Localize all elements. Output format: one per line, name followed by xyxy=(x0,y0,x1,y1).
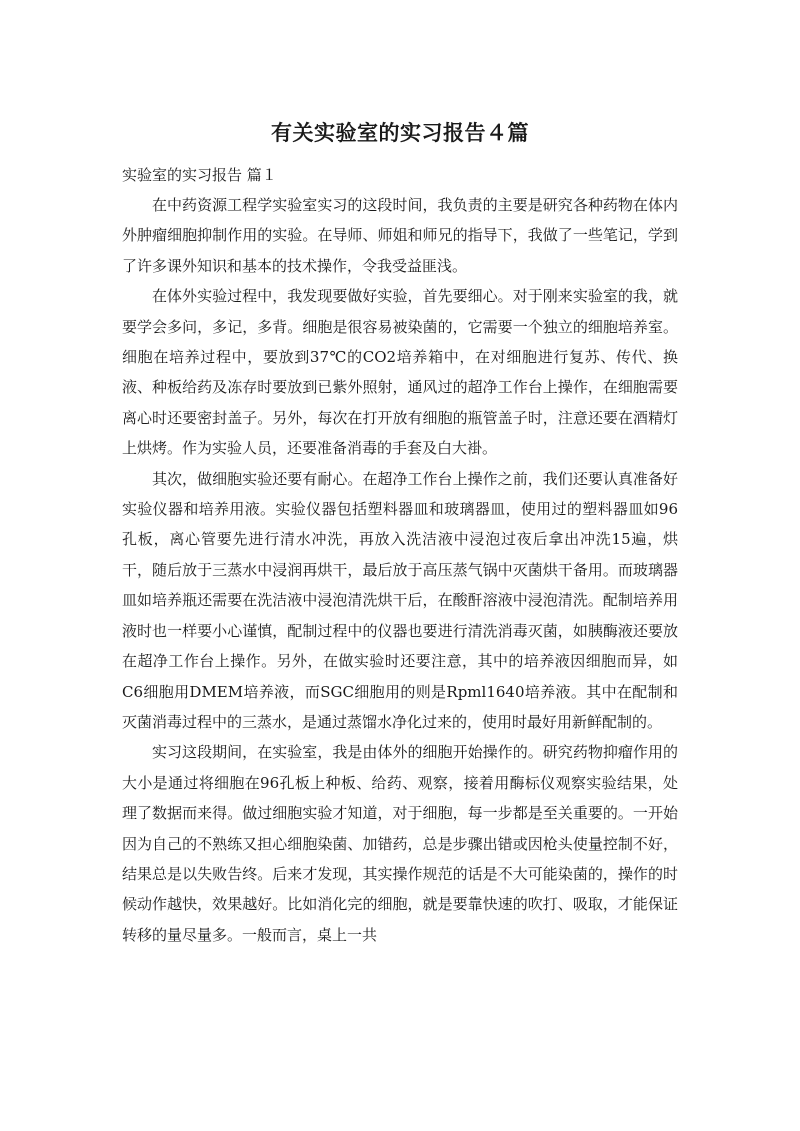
paragraph-carefulness: 在体外实验过程中，我发现要做好实验，首先要细心。对于刚来实验室的我，就要学会多问，多记，多背。细胞是很容易被染菌的，它需要一个独立的细胞培养室。细胞在培养过程中，要放到37℃的CO2培养箱中，在对细胞进行复苏、传代、换液、种板给药及冻存时要放到已紫外照射，通风过的超净工作台上操作，在细胞需要离心时还要密封盖子。另外，每次在打开放有细胞的瓶管盖子时，注意还要在酒精灯上烘烤。作为实验人员，还要准备消毒的手套及白大褂。 xyxy=(122,287,678,458)
paragraph-internship-period: 实习这段期间，在实验室，我是由体外的细胞开始操作的。研究药物抑瘤作用的大小是通过将细胞在96孔板上种板、给药、观察，接着用酶标仪观察实验结果，处理了数据而来得。做过细胞实验才知道，对于细胞，每一步都是至关重要的。一开始因为自己的不熟练又担心细胞染菌、加错药，总是步骤出错或因枪头使量控制不好，结果总是以失败告终。后来才发现，其实操作规范的话是不大可能染菌的，操作的时候动作越快，效果越好。比如消化完的细胞，就是要靠快速的吹打、吸取，才能保证转移的量尽量多。一般而言，桌上一共 xyxy=(122,743,678,944)
document-title: 有关实验室的实习报告４篇 xyxy=(271,121,529,145)
paragraph-patience: 其次，做细胞实验还要有耐心。在超净工作台上操作之前，我们还要认真准备好实验仪器和培养用液。实验仪器包括塑料器皿和玻璃器皿，使用过的塑料器皿如96孔板，离心管要先进行清水冲洗，再放入洗洁液中浸泡过夜后拿出冲洗15遍，烘干，随后放于三蒸水中浸润再烘干，最后放于高压蒸气锅中灭菌烘干备用。而玻璃器皿如培养瓶还需要在洗洁液中浸泡清洗烘干后，在酸酐溶液中浸泡清洗。配制培养用液时也一样要小心谨慎，配制过程中的仪器也要进行清洗消毒灭菌，如胰酶液还要放在超净工作台上操作。另外，在做实验时还要注意，其中的培养液因细胞而异，如C6细胞用DMEM培养液，而SGC细胞用的则是Rpml1640培养液。其中在配制和灭菌消毒过程中的三蒸水，是通过蒸馏水净化过来的，使用时最好用新鲜配制的。 xyxy=(122,469,678,731)
section-heading: 实验室的实习报告 篇１ xyxy=(122,166,277,184)
paragraph-intro: 在中药资源工程学实验室实习的这段时间，我负责的主要是研究各种药物在体内外肿瘤细胞抑制作用的实验。在导师、师姐和师兄的指导下，我做了一些笔记，学到了许多课外知识和基本的技术操作，令我受益匪浅。 xyxy=(122,196,678,275)
